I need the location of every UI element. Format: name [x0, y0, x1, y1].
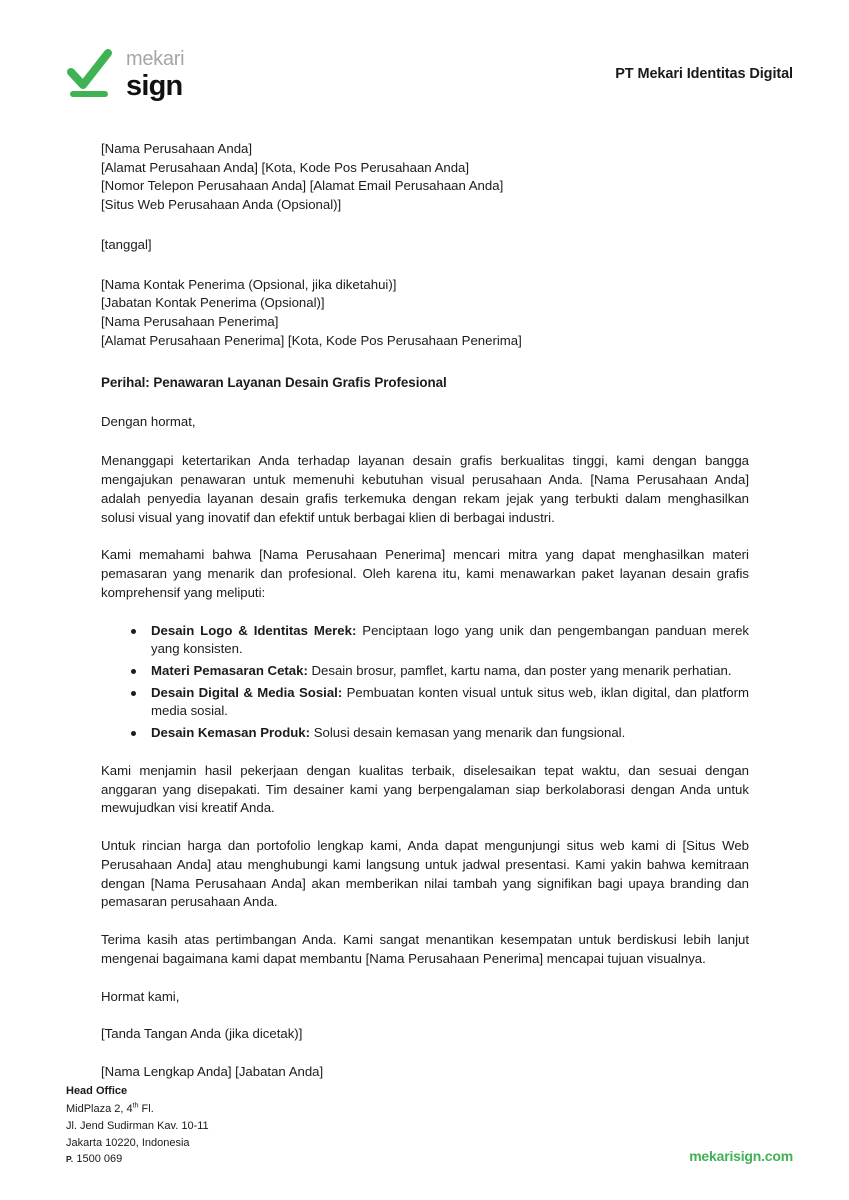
logo-wordmark — [126, 49, 184, 101]
letter-body — [101, 140, 749, 1082]
letter-closing: Hormat kami, — [101, 988, 180, 1004]
letter-paragraph-4: Untuk rincian harga dan portofolio lengkap kami, Anda dapat mengunjungi situs web kami di [Situs Web Perusahaan Anda] atau menghubungi kami langsung untuk jadwal presentasi. Kami yakin bahwa kemitraan dengan [Nama Perusahaan Anda] akan memberikan nilai tambah yang signifikan bagi upaya branding dan pemasaran perusahaan Anda. — [101, 838, 749, 910]
service-description: Pembuatan konten visual untuk situs web, iklan digital, dan platform media sosial. — [151, 684, 749, 719]
footer-address-block — [66, 1083, 209, 1168]
sender-address-block — [101, 140, 749, 215]
green-check-logo-icon — [66, 47, 114, 101]
footer-address-line-1-pre: MidPlaza 2, 4 — [66, 1103, 133, 1116]
company-name: PT Mekari Identitas Digital — [615, 66, 793, 82]
footer-phone-number: 1500 069 — [76, 1153, 123, 1166]
footer-address-line-1-post: Fl. — [138, 1103, 154, 1116]
page-header — [66, 38, 793, 110]
page-footer — [66, 1083, 793, 1168]
footer-phone — [66, 1151, 209, 1168]
letter-paragraph-1: Menanggapi ketertarikan Anda terhadap layanan desain grafis berkualitas tinggi, kami dengan bangga mengajukan penawaran untuk memenuhi kebutuhan visual perusahaan Anda. [Nama Perusahaan Anda] adalah penyedia layanan desain grafis terkemuka dengan rekam jejak yang terbukti dalam menghasilkan solusi visual yang inovatif dan efektif untuk berbagai klien di berbagai industri. — [101, 453, 749, 525]
letter-date: [tanggal] — [101, 236, 152, 252]
footer-address-ordinal: th — [132, 1102, 139, 1110]
list-item — [129, 622, 749, 659]
service-title: Desain Kemasan Produk: — [151, 725, 311, 741]
footer-office-title: Head Office — [66, 1085, 128, 1098]
letter-salutation: Dengan hormat, — [101, 413, 196, 429]
signature-placeholder: [Tanda Tangan Anda (jika dicetak)] — [101, 1026, 303, 1042]
service-title: Desain Logo & Identitas Merek: — [151, 622, 357, 638]
recipient-address-line: [Nama Perusahaan Penerima] — [101, 314, 279, 330]
sender-address-line: [Nama Perusahaan Anda] — [101, 141, 253, 156]
list-item — [129, 662, 749, 681]
service-description: Desain brosur, pamflet, kartu nama, dan poster yang menarik perhatian. — [307, 662, 732, 678]
sender-address-line: [Situs Web Perusahaan Anda (Opsional)] — [101, 197, 342, 213]
footer-address-line-2: Jl. Jend Sudirman Kav. 10-11 — [66, 1119, 209, 1132]
letter-paragraph-3: Kami menjamin hasil pekerjaan dengan kualitas terbaik, diselesaikan tepat waktu, dan sesuai dengan anggaran yang disepakati. Tim desainer kami yang berpengalaman siap berkolaborasi dengan Anda untuk mewujudkan visi kreatif Anda. — [101, 762, 749, 816]
recipient-address-block — [101, 276, 749, 351]
letter-paragraph-2: Kami memahami bahwa [Nama Perusahaan Penerima] mencari mitra yang dapat menghasilkan materi pemasaran yang menarik dan profesional. Oleh karena itu, kami menawarkan paket layanan desain grafis komprehensif yang meliputi: — [101, 547, 749, 600]
list-item — [129, 724, 749, 743]
footer-phone-prefix: P. — [66, 1154, 74, 1165]
logo-word-sign: sign — [126, 70, 183, 102]
recipient-address-line: [Alamat Perusahaan Penerima] [Kota, Kode Pos Perusahaan Penerima] — [101, 332, 522, 348]
name-title-placeholder: [Nama Lengkap Anda] [Jabatan Anda] — [101, 1064, 324, 1079]
footer-address-line-1 — [66, 1101, 209, 1118]
services-list — [101, 622, 749, 743]
recipient-address-line: [Jabatan Kontak Penerima (Opsional)] — [101, 295, 325, 311]
service-description: Penciptaan logo yang unik dan pengembangan panduan merek yang konsisten. — [151, 622, 749, 657]
footer-website-link[interactable]: mekarisign.com — [689, 1148, 793, 1164]
footer-address-line-3: Jakarta 10220, Indonesia — [66, 1136, 190, 1149]
service-title: Materi Pemasaran Cetak: — [151, 662, 308, 678]
logo-word-mekari: mekari — [126, 48, 185, 70]
letter-paragraph-5: Terima kasih atas pertimbangan Anda. Kami sangat menantikan kesempatan untuk berdiskusi lebih lanjut mengenai bagaimana kami dapat membantu [Nama Perusahaan Penerima] mencapai tujuan visualnya. — [101, 932, 749, 966]
sender-address-line: [Alamat Perusahaan Anda] [Kota, Kode Pos Perusahaan Anda] — [101, 159, 470, 175]
sender-address-line: [Nomor Telepon Perusahaan Anda] [Alamat Email Perusahaan Anda] — [101, 178, 504, 194]
service-description: Solusi desain kemasan yang menarik dan fungsional. — [310, 725, 626, 741]
recipient-address-line: [Nama Kontak Penerima (Opsional, jika diketahui)] — [101, 276, 397, 292]
mekari-sign-logo — [66, 47, 184, 101]
list-item — [129, 684, 749, 721]
letter-subject: Perihal: Penawaran Layanan Desain Grafis Profesional — [101, 374, 447, 390]
service-title: Desain Digital & Media Sosial: — [151, 684, 343, 700]
